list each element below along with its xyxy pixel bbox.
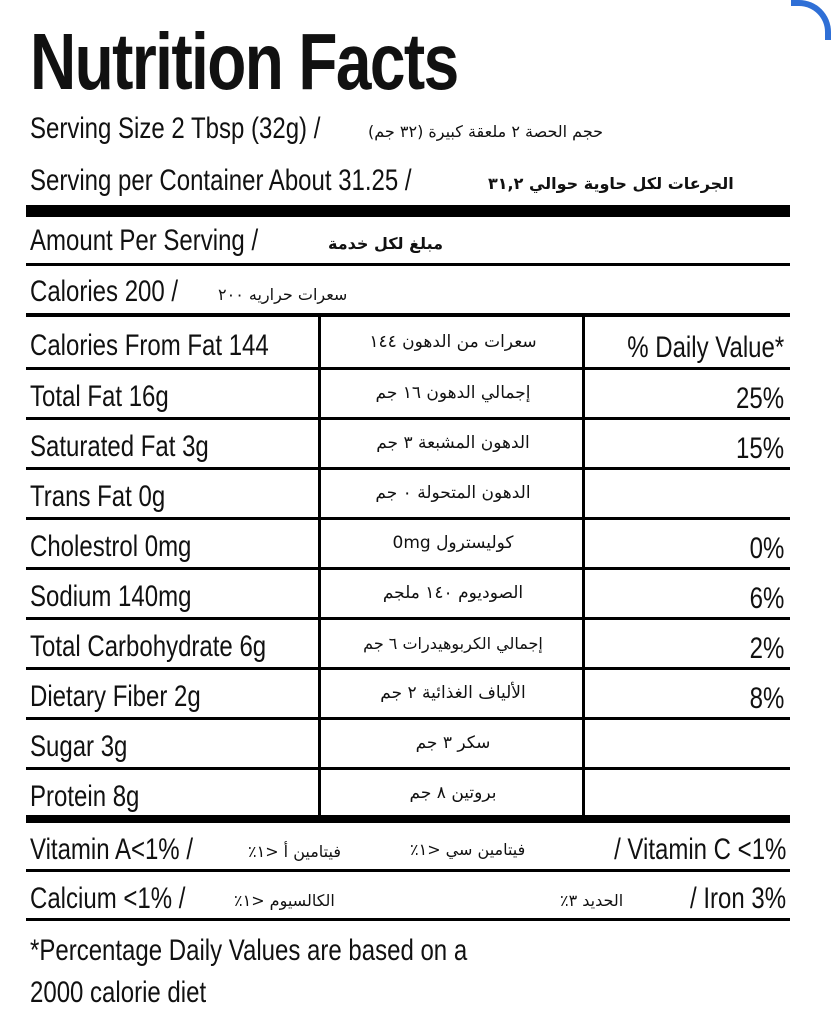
serving-size-en: Serving Size 2 Tbsp (32g) / xyxy=(30,112,321,145)
thick-divider xyxy=(26,815,790,823)
nutrient-name: Sugar 3g xyxy=(30,730,128,763)
calories-ar: سعرات حراريه ٢٠٠ xyxy=(218,285,348,304)
servings-per-container-en: Serving per Container About 31.25 / xyxy=(30,164,412,197)
vitamin-c-ar: فيتامين سي ‎<١٪ xyxy=(410,840,526,859)
nutrient-name-ar: الصوديوم ١٤٠ ملجم xyxy=(382,583,524,603)
daily-value: 8% xyxy=(749,682,784,715)
label-title: Nutrition Facts xyxy=(30,17,458,106)
vitamin-a-ar: فيتامين أ ‎<١٪ xyxy=(248,842,341,861)
calories xyxy=(30,275,348,309)
nutrient-name-ar: كوليسترول 0mg xyxy=(392,533,514,553)
daily-value: 25% xyxy=(735,382,784,415)
daily-value-header: % Daily Value* xyxy=(627,331,784,364)
nutrient-row xyxy=(26,317,790,367)
nutrient-name: Total Fat 16g xyxy=(30,380,169,413)
iron-en: / Iron 3% xyxy=(689,882,786,915)
serving-size-ar: حجم الحصة ٢ ملعقة كبيرة (٣٢ جم) xyxy=(368,122,604,141)
amount-per-serving-en: Amount Per Serving / xyxy=(30,224,259,257)
nutrient-row xyxy=(26,618,790,668)
corner-accent xyxy=(791,0,831,40)
thick-divider xyxy=(26,205,790,217)
calcium-ar: الكالسيوم ‎<١٪ xyxy=(234,891,335,910)
footnote-line: 2000 calorie diet xyxy=(30,976,207,1009)
nutrient-name-ar: إجمالي الدهون ١٦ جم xyxy=(375,383,531,403)
nutrient-row xyxy=(26,468,790,518)
servings-per-container xyxy=(30,164,734,198)
footnote xyxy=(30,930,576,1014)
nutrient-name-ar: الألياف الغذائية ٢ جم xyxy=(380,683,526,703)
daily-value: 2% xyxy=(749,632,784,665)
servings-per-container-ar: الجرعات لكل حاوية حوالي ٣١,٢ xyxy=(488,174,734,193)
calories-en: Calories 200 / xyxy=(30,275,179,308)
nutrient-name: Total Carbohydrate 6g xyxy=(30,630,267,663)
nutrient-row xyxy=(26,518,790,568)
divider xyxy=(26,263,790,266)
nutrient-name: Calories From Fat 144 xyxy=(30,329,269,362)
nutrient-name-ar: الدهون المشبعة ٣ جم xyxy=(376,433,530,453)
nutrient-name: Cholestrol 0mg xyxy=(30,530,192,563)
nutrient-row xyxy=(26,668,790,718)
calcium-en: Calcium <1% / xyxy=(30,882,186,915)
iron-ar: الحديد ٣٪ xyxy=(560,891,624,910)
vitamins-row xyxy=(26,823,790,871)
nutrient-name: Sodium 140mg xyxy=(30,580,192,613)
daily-value: 15% xyxy=(735,432,784,465)
amount-per-serving-ar: مبلغ لكل خدمة xyxy=(328,234,444,253)
nutrient-name: Trans Fat 0g xyxy=(30,480,166,513)
nutrient-name-ar: سكر ٣ جم xyxy=(415,733,491,753)
divider xyxy=(26,918,790,921)
nutrient-name-ar: بروتين ٨ جم xyxy=(409,783,497,803)
nutrient-name: Dietary Fiber 2g xyxy=(30,680,201,713)
serving-size xyxy=(30,112,604,146)
nutrient-name-ar: الدهون المتحولة ٠ جم xyxy=(375,483,531,503)
nutrient-row xyxy=(26,718,790,768)
nutrient-row xyxy=(26,768,790,818)
nutrient-name-ar: إجمالي الكربوهيدرات ٦ جم xyxy=(363,633,543,653)
vitamin-a-en: Vitamin A<1% / xyxy=(30,833,193,866)
footnote-line: *Percentage Daily Values are based on a xyxy=(30,934,468,967)
nutrient-name-ar: سعرات من الدهون ١٤٤ xyxy=(369,332,537,352)
nutrient-row xyxy=(26,368,790,418)
nutrient-name: Saturated Fat 3g xyxy=(30,430,209,463)
minerals-row xyxy=(26,872,790,920)
nutrient-name: Protein 8g xyxy=(30,780,140,813)
daily-value: 0% xyxy=(749,532,784,565)
amount-per-serving xyxy=(30,224,444,258)
nutrient-row xyxy=(26,418,790,468)
nutrient-row xyxy=(26,568,790,618)
daily-value: 6% xyxy=(749,582,784,615)
vitamin-c-en: / Vitamin C <1% xyxy=(613,833,786,866)
